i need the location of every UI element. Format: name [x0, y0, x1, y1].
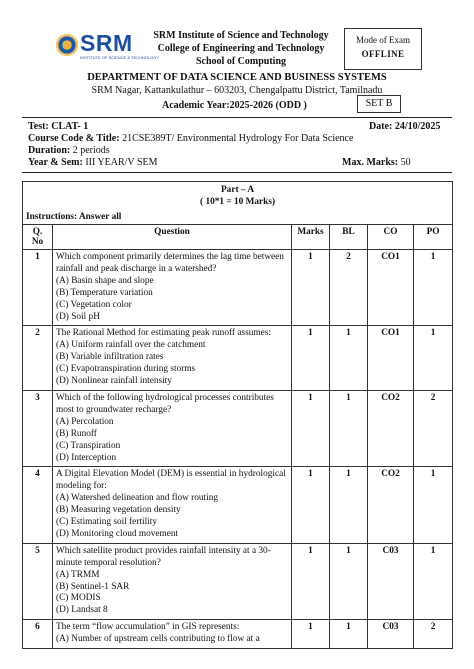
col-question: Question: [53, 225, 292, 250]
logo-wordmark: SRM: [80, 30, 133, 56]
option: (B) Runoff: [56, 428, 97, 439]
option: (D) Landsat 8: [56, 605, 108, 616]
question-number: 1: [23, 250, 53, 326]
option: (B) Sentinel-1 SAR: [56, 581, 130, 592]
option: (D) Interception: [56, 452, 117, 463]
duration-label: Duration:: [28, 145, 71, 156]
srm-logo: [56, 30, 160, 60]
max-marks-line: [342, 157, 411, 168]
marks-cell: 1: [292, 326, 330, 391]
option: (D) Nonlinear rainfall intensity: [56, 376, 172, 387]
part-marks: ( 10*1 = 10 Marks): [200, 197, 276, 207]
col-marks: Marks: [292, 225, 330, 250]
option: (D) Soil pH: [56, 311, 100, 322]
course-line: [28, 133, 353, 144]
col-co: CO: [368, 225, 414, 250]
co-cell: C03: [368, 543, 414, 619]
co-cell: CO1: [368, 250, 414, 326]
po-cell: 1: [414, 543, 453, 619]
duration-line: [28, 145, 110, 156]
course-value: 21CSE389T/ Environmental Hydrology For Data Science: [122, 133, 354, 144]
part-a-heading: [23, 182, 453, 211]
question-number: 3: [23, 390, 53, 466]
option: (A) TRMM: [56, 569, 100, 580]
option: (A) Percolation: [56, 416, 114, 427]
year-sem-value: III YEAR/V SEM: [85, 157, 158, 168]
question-cell: [53, 390, 292, 466]
option: (C) Vegetation color: [56, 299, 132, 310]
po-cell: 1: [414, 250, 453, 326]
question-text: A Digital Elevation Model (DEM) is essential in hydrological modeling for:: [56, 469, 286, 492]
option: (A) Number of upstream cells contributing to flow at a: [56, 634, 260, 645]
option: (A) Uniform rainfall over the catchment: [56, 340, 206, 351]
option: (C) Estimating soil fertility: [56, 517, 157, 528]
question-text: Which of the following hydrological processes contributes most to groundwater recharge?: [56, 392, 274, 415]
question-number: 5: [23, 543, 53, 619]
option: (B) Measuring vegetation density: [56, 505, 181, 516]
option: (B) Temperature variation: [56, 287, 153, 298]
po-cell: 2: [414, 390, 453, 466]
exam-date: Date: 24/10/2025: [369, 121, 441, 132]
col-qno: Q. No: [23, 225, 53, 250]
question-text: The term “flow accumulation” in GIS represents:: [56, 622, 240, 633]
marks-cell: 1: [292, 250, 330, 326]
bl-cell: 2: [330, 250, 368, 326]
marks-cell: 1: [292, 390, 330, 466]
col-po: PO: [414, 225, 453, 250]
exam-mode-value: OFFLINE: [361, 49, 405, 59]
table-row: [23, 467, 453, 543]
divider: [22, 117, 452, 118]
po-cell: 1: [414, 467, 453, 543]
option: (A) Basin shape and slope: [56, 275, 154, 286]
table-row: [23, 390, 453, 466]
co-cell: C03: [368, 620, 414, 649]
option: (C) MODIS: [56, 593, 101, 604]
table-row: [23, 326, 453, 391]
option: (C) Transpiration: [56, 440, 121, 451]
part-title: Part – A: [221, 185, 255, 195]
instructions: Instructions: Answer all: [23, 210, 453, 225]
question-cell: [53, 250, 292, 326]
marks-cell: 1: [292, 543, 330, 619]
table-row: [23, 620, 453, 649]
department-name: DEPARTMENT OF DATA SCIENCE AND BUSINESS SYSTEMS: [87, 72, 387, 83]
question-table: [22, 181, 453, 649]
question-cell: [53, 620, 292, 649]
bl-cell: 1: [330, 467, 368, 543]
max-marks-label: Max. Marks:: [342, 157, 399, 168]
question-cell: [53, 543, 292, 619]
academic-year: Academic Year:2025-2026 (ODD ): [162, 100, 307, 111]
question-number: 4: [23, 467, 53, 543]
test-name: Test: CLAT- 1: [28, 121, 89, 132]
co-cell: CO1: [368, 326, 414, 391]
school-name: School of Computing: [195, 56, 286, 67]
institute-name: SRM Institute of Science and Technology: [153, 30, 329, 41]
table-header-row: [23, 225, 453, 250]
option: (D) Monitoring cloud movement: [56, 528, 179, 539]
set-badge: SET B: [357, 95, 401, 113]
po-cell: 2: [414, 620, 453, 649]
max-marks-value: 50: [400, 157, 411, 168]
divider: [22, 172, 452, 173]
bl-cell: 1: [330, 390, 368, 466]
col-bl: BL: [330, 225, 368, 250]
college-name: College of Engineering and Technology: [157, 43, 325, 54]
co-cell: CO2: [368, 467, 414, 543]
bl-cell: 1: [330, 326, 368, 391]
co-cell: CO2: [368, 390, 414, 466]
bl-cell: 1: [330, 543, 368, 619]
question-cell: [53, 467, 292, 543]
table-row: [23, 250, 453, 326]
question-number: 2: [23, 326, 53, 391]
srm-seal-icon: [56, 34, 78, 56]
question-number: 6: [23, 620, 53, 649]
marks-cell: 1: [292, 620, 330, 649]
logo-tagline: INSTITUTE OF SCIENCE & TECHNOLOGY: [80, 55, 160, 60]
table-row: [23, 543, 453, 619]
marks-cell: 1: [292, 467, 330, 543]
option: (C) Evapotranspiration during storms: [56, 364, 196, 375]
bl-cell: 1: [330, 620, 368, 649]
question-text: Which satellite product provides rainfall intensity at a 30-minute temporal resolution?: [56, 545, 271, 568]
year-sem-line: [28, 157, 158, 168]
year-sem-label: Year & Sem:: [28, 157, 83, 168]
option: (A) Watershed delineation and flow routing: [56, 493, 218, 504]
course-label: Course Code & Title:: [28, 133, 120, 144]
exam-mode-box: [344, 28, 422, 70]
address: SRM Nagar, Kattankulathur – 603203, Chengalpattu District, Tamilnadu: [91, 85, 383, 96]
question-cell: [53, 326, 292, 391]
question-text: Which component primarily determines the lag time between rainfall and peak discharge in a watershed?: [56, 252, 284, 274]
po-cell: 1: [414, 326, 453, 391]
exam-mode-label: Mode of Exam: [356, 35, 410, 45]
question-text: The Rational Method for estimating peak runoff assumes:: [56, 328, 271, 339]
duration-value: 2 periods: [72, 145, 110, 156]
option: (B) Variable infiltration rates: [56, 352, 164, 363]
